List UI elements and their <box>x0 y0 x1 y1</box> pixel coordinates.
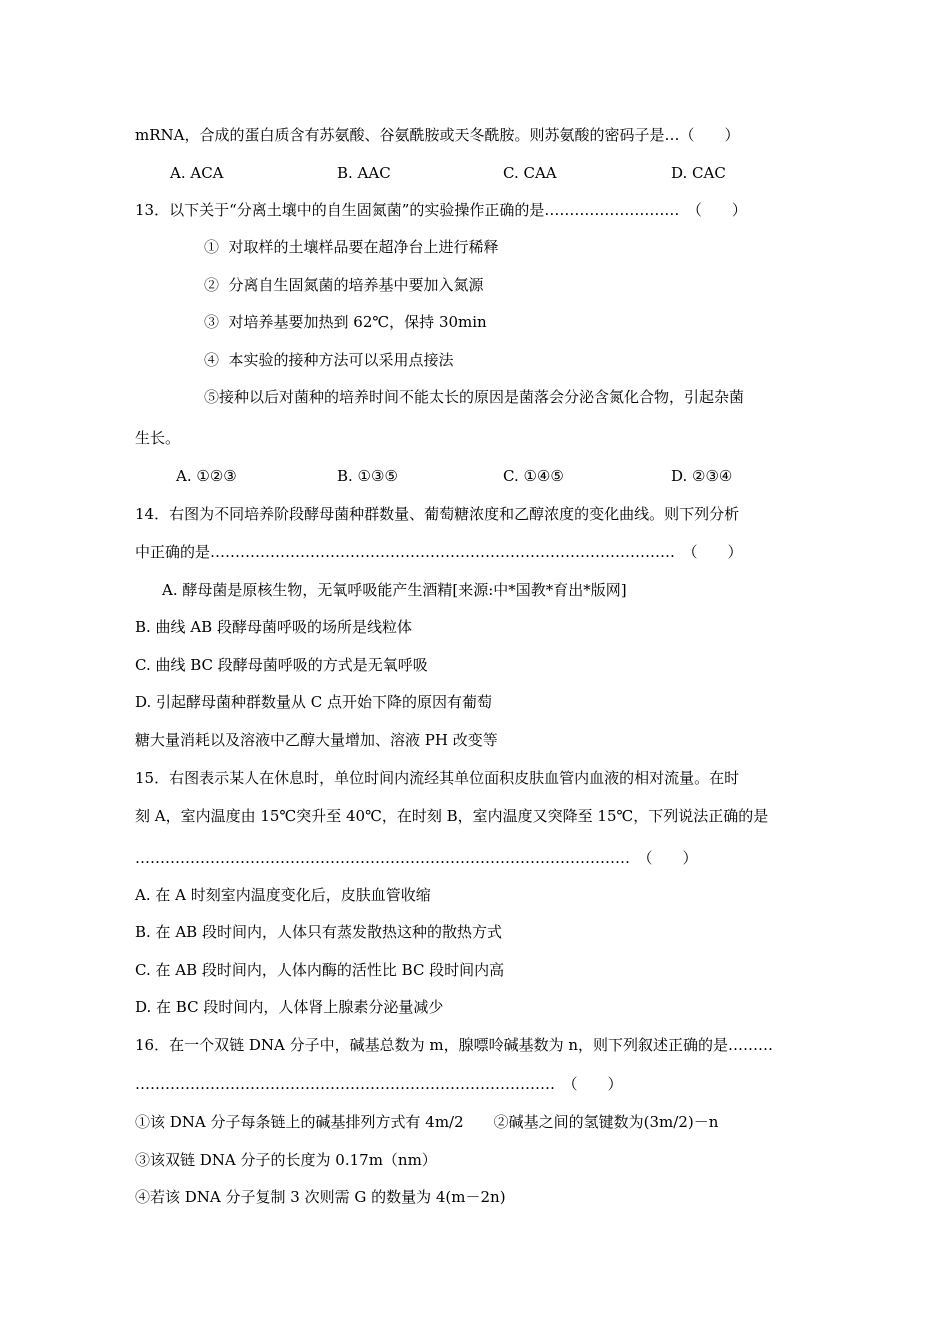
q14-option-b: B. 曲线 AB 段酵母菌呼吸的场所是线粒体 <box>135 618 412 636</box>
q12-option-c: C. CAA <box>503 164 557 182</box>
q14-stem-line-2: 中正确的是………………………………………………………………………………… （ ） <box>135 543 743 561</box>
q13-option-c: C. ①④⑤ <box>503 467 564 485</box>
q15-option-c: C. 在 AB 段时间内，人体内酶的活性比 BC 段时间内高 <box>135 961 505 979</box>
q15-stem-line-3: ……………………………………………………………………………………… （ ） <box>135 849 698 867</box>
q13-item-3: ③ 对培养基要加热到 62℃，保持 30min <box>204 313 487 331</box>
q15-option-a: A. 在 A 时刻室内温度变化后，皮肤血管收缩 <box>135 886 431 904</box>
q15-option-d: D. 在 BC 段时间内，人体肾上腺素分泌量减少 <box>135 998 444 1016</box>
q14-option-d-line-2: 糖大量消耗以及溶液中乙醇大量增加、溶液 PH 改变等 <box>135 731 498 749</box>
q15-stem-line-2: 刻 A，室内温度由 15℃突升至 40℃，在时刻 B，室内温度又突降至 15℃，下列说法正确的是 <box>135 807 769 825</box>
q15-stem-line-1: 15．右图表示某人在休息时，单位时间内流经其单位面积皮肤血管内血液的相对流量。在时 <box>135 769 740 787</box>
q14-stem-line-1: 14．右图为不同培养阶段酵母菌种群数量、葡萄糖浓度和乙醇浓度的变化曲线。则下列分析 <box>135 505 740 523</box>
q16-statement-4: ④若该 DNA 分子复制 3 次则需 G 的数量为 4(m－2n) <box>135 1188 506 1206</box>
q12-option-d: D. CAC <box>671 164 726 182</box>
q16-statement-3: ③该双链 DNA 分子的长度为 0.17m（nm） <box>135 1151 437 1169</box>
q13-item-1: ① 对取样的土壤样品要在超净台上进行稀释 <box>204 238 499 256</box>
q13-option-d: D. ②③④ <box>671 467 733 485</box>
q13-item-2: ② 分离自生固氮菌的培养基中要加入氮源 <box>204 276 484 294</box>
q13-option-b: B. ①③⑤ <box>337 467 398 485</box>
q13-option-a: A. ①②③ <box>176 467 237 485</box>
q12-option-a: A. ACA <box>170 164 224 182</box>
q14-option-a: A. 酵母菌是原核生物，无氧呼吸能产生酒精[来源:中*国教*育出*版网] <box>162 581 627 599</box>
q13-item-5-continuation: 生长。 <box>135 429 181 447</box>
q13-item-5: ⑤接种以后对菌种的培养时间不能太长的原因是菌落会分泌含氮化合物，引起杂菌 <box>204 388 745 406</box>
q13-item-4: ④ 本实验的接种方法可以采用点接法 <box>204 351 454 369</box>
q12-option-b: B. AAC <box>337 164 391 182</box>
q16-statement-1-2: ①该 DNA 分子每条链上的碱基排列方式有 4m/2 ②碱基之间的氢键数为(3m/2)－n <box>135 1113 719 1131</box>
q14-option-d-line-1: D. 引起酵母菌种群数量从 C 点开始下降的原因有葡萄 <box>135 693 493 711</box>
q13-stem: 13．以下关于“分离土壤中的自生固氮菌”的实验操作正确的是……………………… （ ） <box>135 201 747 219</box>
q16-stem-line-1: 16．在一个双链 DNA 分子中，碱基总数为 m，腺嘌呤碱基数为 n，则下列叙述正确的是……… <box>135 1036 774 1054</box>
q15-option-b: B. 在 AB 段时间内，人体只有蒸发散热这种的散热方式 <box>135 923 502 941</box>
q16-stem-line-2: ………………………………………………………………………… （ ） <box>135 1075 623 1093</box>
q12-stem-continuation: mRNA，合成的蛋白质含有苏氨酸、谷氨酰胺或天冬酰胺。则苏氨酸的密码子是…（ ） <box>135 126 740 144</box>
q14-option-c: C. 曲线 BC 段酵母菌呼吸的方式是无氧呼吸 <box>135 656 428 674</box>
